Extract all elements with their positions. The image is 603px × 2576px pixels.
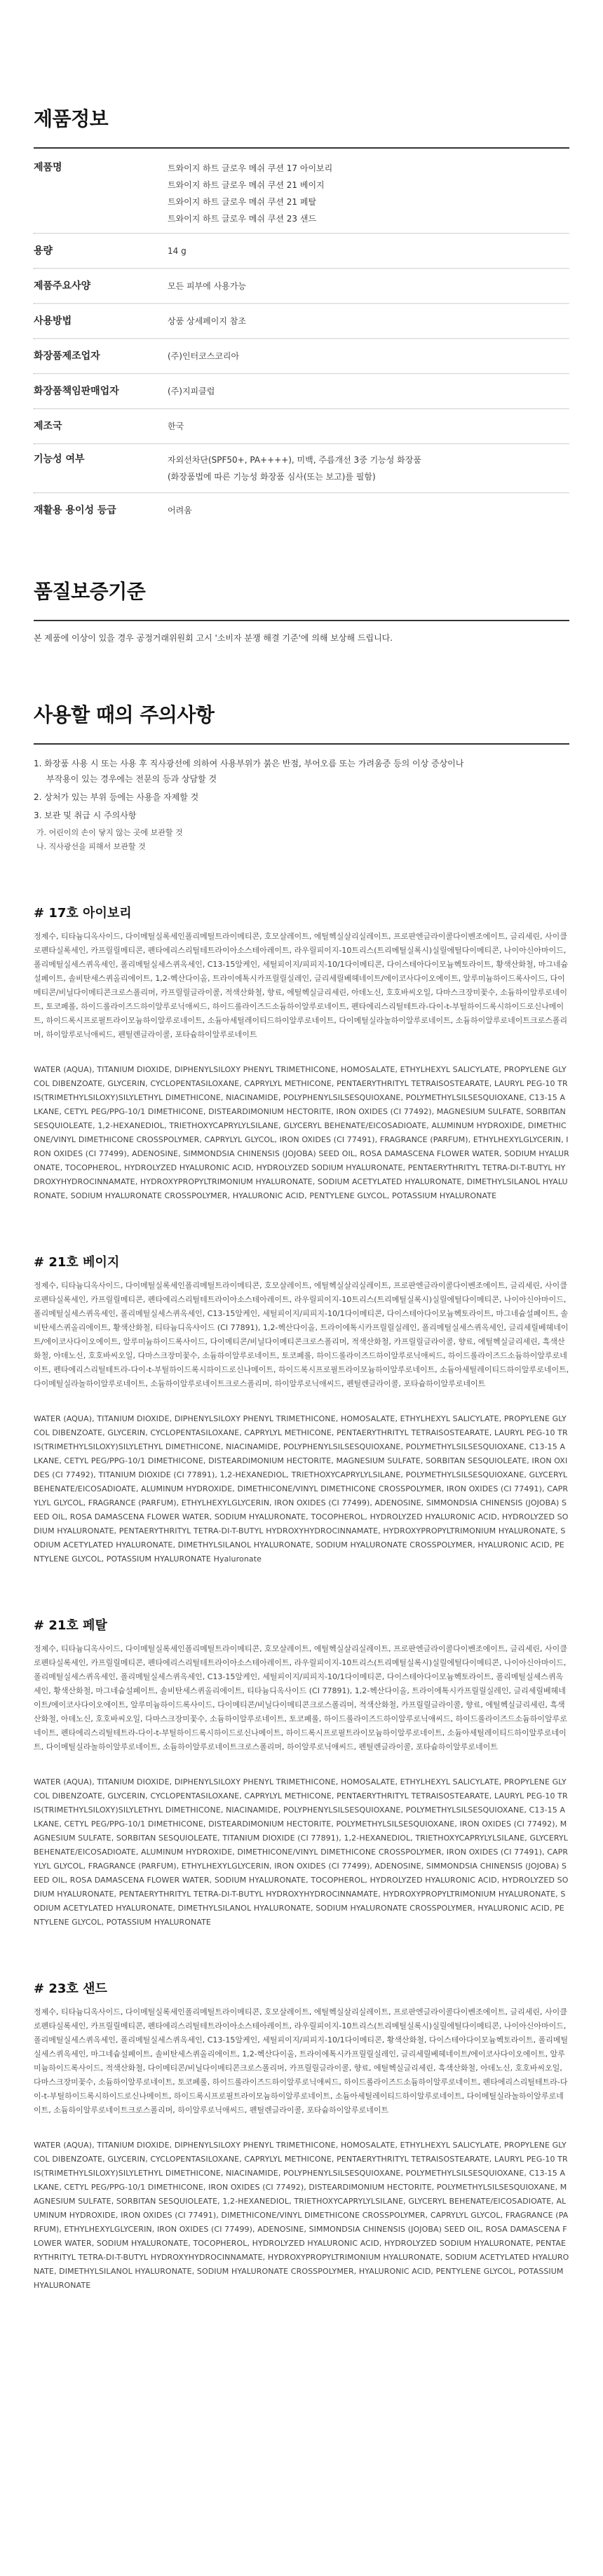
info-row-usage: [34, 304, 569, 338]
ingredients-en: WATER (AQUA), TITANIUM DIOXIDE, DIPHENYLSILOXY PHENYL TRIMETHICONE, HOMOSALATE, ETHYLHEXYL SALICYLATE, PROPYLENE GLYCOL DIBENZOATE, GLYCERIN, CYCLOPENTASILOXANE, CAPRYLYL METHICONE, PENTAERYTHRITYL TETRAISOSTEARATE, LAURYL PEG-10 TRIS(TRIMETHYLSILOXY)SILYLETHYL DIMETHICONE, NIACINAMIDE, POLYPHENYLSILSESQUIOXANE, POLYMETHYLSILSESQUIOXANE, C13-15 ALKANE, CETYL PEG/PPG-10/1 DIMETHICONE, IRON OXIDES (CI 77492), DISTEARDIMONIUM HECTORITE, POLYMETHYLSILSESQUIOXANE, MAGNESIUM SULFATE, SORBITAN SESQUIOLEATE, 1,2-HEXANEDIOL, TRIETHOXYCAPRYLYLSILANE, GLYCERYL BEHENATE/EICOSADIOATE, ALUMINUM HYDROXIDE, IRON OXIDES (CI 77491), DIMETHICONE/VINYL DIMETHICONE CROSSPOLYMER, CAPRYLYL GLYCOL, FRAGRANCE (PARFUM), ETHYLHEXYLGLYCERIN, IRON OXIDES (CI 77499), ADENOSINE, SIMMONDSIA CHINENSIS (JOJOBA) SEED OIL, ROSA DAMASCENA FLOWER WATER, SODIUM HYALURONATE, TOCOPHEROL, HYDROLYZED HYALURONIC ACID, HYDROLYZED SODIUM HYALURONATE, PENTAERYTHRITYL TETRA-DI-T-BUTYL HYDROXYHYDROCINNAMATE, HYDROXYPROPYLTRIMONIUM HYALURONATE, SODIUM ACETYLATED HYALURONATE, DIMETHYLSILANOL HYALURONATE, SODIUM HYALURONATE CROSSPOLYMER, HYALURONIC ACID, PENTYLENE GLYCOL, POTASSIUM HYALURONATE: [34, 2141, 569, 2290]
info-label: 재활용 용이성 등급: [34, 505, 116, 516]
shade-title: # 17호 아이보리: [34, 906, 132, 921]
quality-title: 품질보증기준: [34, 580, 146, 603]
ingredients-en: WATER (AQUA), TITANIUM DIOXIDE, DIPHENYLSILOXY PHENYL TRIMETHICONE, HOMOSALATE, ETHYLHEXYL SALICYLATE, PROPYLENE GLYCOL DIBENZOATE, GLYCERIN, CYCLOPENTASILOXANE, CAPRYLYL METHICONE, PENTAERYTHRITYL TETRAISOSTEARATE, LAURYL PEG-10 TRIS(TRIMETHYLSILOXY)SILYLETHYL DIMETHICONE, NIACINAMIDE, POLYPHENYLSILSESQUIOXANE, POLYMETHYLSILSESQUIOXANE, C13-15 ALKANE, CETYL PEG/PPG-10/1 DIMETHICONE, DISTEARDIMONIUM HECTORITE, POLYMETHYLSILSESQUIOXANE, IRON OXIDES (CI 77492), MAGNESIUM SULFATE, SORBITAN SESQUIOLEATE, TITANIUM DIOXIDE (CI 77891), 1,2-HEXANEDIOL, TRIETHOXYCAPRYLYLSILANE, GLYCERYL BEHENATE/EICOSADIOATE, ALUMINUM HYDROXIDE, DIMETHICONE/VINYL DIMETHICONE CROSSPOLYMER, IRON OXIDES (CI 77491), CAPRYLYL GLYCOL, FRAGRANCE (PARFUM), ETHYLHEXYLGLYCERIN, IRON OXIDES (CI 77499), ADENOSINE, SIMMONDSIA CHINENSIS (JOJOBA) SEED OIL, ROSA DAMASCENA FLOWER WATER, SODIUM HYALURONATE, TOCOPHEROL, HYDROLYZED HYALURONIC ACID, HYDROLYZED SODIUM HYALURONATE, PENTAERYTHRITYL TETRA-DI-T-BUTYL HYDROXYHYDROCINNAMATE, HYDROXYPROPYLTRIMONIUM HYALURONATE, SODIUM ACETYLATED HYALURONATE, DIMETHYLSILANOL HYALURONATE, SODIUM HYALURONATE CROSSPOLYMER, HYALURONIC ACID, PENTYLENE GLYCOL, POTASSIUM HYALURONATE: [34, 1777, 569, 1927]
ingredients-ko: 정제수, 티타늄디옥사이드, 다이메틸실록세인폴리메틸트라이메티콘, 호모살레이트, 에틸헥실살리실레이트, 프로판엔글라이콜다이벤조에이트, 글리세린, 사이클로펜타실록세인, 카프릴릴메티콘, 펜타에리스리틸테트라이아소스테아레이트, 라우릴피이지-10트리스(트리메틸실록시)실릴에틸다이메티콘, 나이아신아마이드, 폴리메틸실세스퀴옥세인, 폴리메틸실세스퀴옥세인, C13-15알케인, 세틸피이지/피피지-10/1다이메티콘, 황색산화철, 다이스테아다이모늄헥토라이트, 폴리메틸실세스퀴옥세인, 마그네슘설페이트, 솔비탄세스퀴올리에이트, 1,2-헥산다이올, 트라이에톡시카프릴릴실레인, 글리세릴베헤네이트/에이코사다이오에이트, 알루미늄하이드록사이드, 적색산화철, 다이메티콘/비닐다이메티콘크로스폴리머, 카프릴릴글라이콜, 향료, 에틸헥실글리세린, 흑색산화철, 아데노신, 호호바씨오일, 다마스크장미꽃수, 소듐하이알루로네이트, 토코페롤, 하이드롤라이즈드하이알루로닉애씨드, 하이드롤라이즈드소듐하이알루로네이트, 펜타에리스리틸테트라-다이-t-부틸하이드록시하이드로신나메이트, 하이드록시프로필트라이모늄하이알루로네이트, 소듐아세틸레이티드하이알루로네이트, 다이메틸실라놀하이알루로네이트, 소듐하이알루로네이트크로스폴리머, 하이알루로닉애씨드, 펜틸렌글라이콜, 포타슘하이알루로네이트: [34, 2007, 569, 2115]
info-value-line: 트와이지 하트 글로우 메쉬 쿠션 21 베이지: [168, 180, 325, 190]
info-label: 제품주요사양: [34, 280, 91, 292]
info-value-line: 트와이지 하트 글로우 메쉬 쿠션 17 아이보리: [168, 163, 333, 173]
caution-sub-item: 가. 어린이의 손이 닿지 않는 곳에 보관할 것: [36, 828, 183, 837]
info-row-spec: [34, 269, 569, 303]
ingredients-ko: 정제수, 티타늄디옥사이드, 다이메틸실록세인폴리메틸트라이메티콘, 호모살레이트, 에틸헥실살리실레이트, 프로판엔글라이콜다이벤조에이트, 글리세린, 사이클로펜타실록세인, 카프릴릴메티콘, 펜타에리스리틸테트라이아소스테아레이트, 라우릴피이지-10트리스(트리메틸실록시)실릴에틸다이메티콘, 나이아신아마이드, 폴리메틸실세스퀴옥세인, 폴리메틸실세스퀴옥세인, C13-15알케인, 세틸피이지/피피지-10/1다이메티콘, 다이스테아다이모늄헥토라이트, 황색산화철, 마그네슘설페이트, 솔비탄세스퀴올리에이트, 1,2-헥산다이올, 트라이에톡시카프릴릴실레인, 글리세릴베헤네이트/에이코사다이오에이트, 알루미늄하이드록사이드, 다이메티콘/비닐다이메티콘크로스폴리머, 카프릴릴글라이콜, 적색산화철, 향료, 에틸헥실글리세린, 아데노신, 호호바씨오일, 다마스크장미꽃수, 소듐하이알루로네이트, 토코페롤, 하이드롤라이즈드하이알루로닉애씨드, 하이드롤라이즈드소듐하이알루로네이트, 펜타에리스리틸테트라-다이-t-부틸하이드록시하이드로신나메이트, 하이드록시프로필트라이모늄하이알루로네이트, 소듐아세틸레이티드하이알루로네이트, 다이메틸실라놀하이알루로네이트, 소듐하이알루로네이트크로스폴리머, 하이알루로닉애씨드, 펜틸렌글라이콜, 포타슘하이알루로네이트: [34, 932, 569, 1039]
info-row-recycle: [34, 494, 569, 527]
info-row-seller: [34, 374, 569, 408]
caution-item: 2. 상처가 있는 부위 등에는 사용을 자제할 것: [34, 792, 199, 802]
shade-title: # 23호 샌드: [34, 1981, 107, 1996]
ingredients-en: WATER (AQUA), TITANIUM DIOXIDE, DIPHENYLSILOXY PHENYL TRIMETHICONE, HOMOSALATE, ETHYLHEXYL SALICYLATE, PROPYLENE GLYCOL DIBENZOATE, GLYCERIN, CYCLOPENTASILOXANE, CAPRYLYL METHICONE, PENTAERYTHRITYL TETRAISOSTEARATE, LAURYL PEG-10 TRIS(TRIMETHYLSILOXY)SILYLETHYL DIMETHICONE, NIACINAMIDE, POLYPHENYLSILSESQUIOXANE, POLYMETHYLSILSESQUIOXANE, C13-15 ALKANE, CETYL PEG/PPG-10/1 DIMETHICONE, DISTEARDIMONIUM HECTORITE, MAGNESIUM SULFATE, SORBITAN SESQUIOLEATE, IRON OXIDES (CI 77492), TITANIUM DIOXIDE (CI 77891), 1,2-HEXANEDIOL, TRIETHOXYCAPRYLYLSILANE, POLYMETHYLSILSESQUIOXANE, GLYCERYL BEHENATE/EICOSADIOATE, ALUMINUM HYDROXIDE, DIMETHICONE/VINYL DIMETHICONE CROSSPOLYMER, IRON OXIDES (CI 77491), CAPRYLYL GLYCOL, FRAGRANCE (PARFUM), ETHYLHEXYLGLYCERIN, IRON OXIDES (CI 77499), ADENOSINE, SIMMONDSIA CHINENSIS (JOJOBA) SEED OIL, ROSA DAMASCENA FLOWER WATER, SODIUM HYALURONATE, TOCOPHEROL, HYDROLYZED HYALURONIC ACID, HYDROLYZED SODIUM HYALURONATE, PENTAERYTHRITYL TETRA-DI-T-BUTYL HYDROXYHYDROCINNAMATE, HYDROXYPROPYLTRIMONIUM HYALURONATE, SODIUM ACETYLATED HYALURONATE, DIMETHYLSILANOL HYALURONATE, SODIUM HYALURONATE CROSSPOLYMER, HYALURONIC ACID, PENTYLENE GLYCOL, POTASSIUM HYALURONATE Hyaluronate: [34, 1414, 569, 1564]
caution-title: 사용할 때의 주의사항: [34, 703, 215, 726]
caution-item: 3. 보관 및 취급 시 주의사항: [34, 811, 137, 820]
caution-list: [34, 756, 569, 823]
info-row-functional: [34, 445, 569, 492]
ingredients-ko: 정제수, 티타늄디옥사이드, 다이메틸실록세인폴리메틸트라이메티콘, 호모살레이트, 에틸헥실살리실레이트, 프로판엔글라이콜다이벤조에이트, 글리세린, 사이클로펜타실록세인, 카프릴릴메티콘, 펜타에리스리틸테트라이아소스테아레이트, 라우릴피이지-10트리스(트리메틸실록시)실릴에틸다이메티콘, 나이아신아마이드, 폴리메틸실세스퀴옥세인, 폴리메틸실세스퀴옥세인, C13-15알케인, 세틸피이지/피피지-10/1다이메티콘, 다이스테아다이모늄헥토라이트, 마그네슘설페이트, 솔비탄세스퀴올리에이트, 황색산화철, 티타늄디옥사이드 (CI 77891), 1,2-헥산다이올, 트라이에톡시카프릴릴실레인, 폴리메틸실세스퀴옥세인, 글리세릴베헤네이트/에이코사다이오에이트, 알루미늄하이드록사이드, 다이메티콘/비닐다이메티콘크로스폴리머, 적색산화철, 카프릴릴글라이콜, 향료, 에틸헥실글리세린, 흑색산화철, 아데노신, 호호바씨오일, 다마스크장미꽃수, 소듐하이알루로네이트, 토코페롤, 하이드롤라이즈드하이알루로닉애씨드, 하이드롤라이즈드소듐하이알루로네이트, 펜타에리스리틸테트라-다이-t-부틸하이드록시하이드로신나메이트, 하이드록시프로필트라이모늄하이알루로네이트, 소듐아세틸레이티드하이알루로네이트, 다이메틸실라놀하이알루로네이트, 소듐하이알루로네이트크로스폴리머, 하이알루로닉애씨드, 펜틸렌글라이콜, 포타슘하이알루로네이트: [34, 1281, 569, 1388]
info-label: 화장품책임판매업자: [34, 386, 119, 397]
info-value: 상품 상세페이지 참조: [168, 316, 246, 326]
info-label: 화장품제조업자: [34, 351, 100, 362]
info-value-line: 자외선차단(SPF50+, PA++++), 미백, 주름개선 3중 기능성 화장품: [168, 455, 421, 465]
info-row-manufacturer: [34, 339, 569, 373]
shade-title: # 21호 베이지: [34, 1255, 120, 1270]
quality-text: 본 제품에 이상이 있을 경우 공정거래위원회 고시 '소비자 분쟁 해결 기준'에 의해 보상해 드립니다.: [34, 633, 393, 643]
shade-title: # 21호 페탈: [34, 1618, 107, 1633]
product-info-table: [34, 149, 569, 527]
info-value-line: (화장품법에 따른 기능성 화장품 심사(또는 보고)를 필함): [168, 472, 376, 482]
info-value: 모든 피부에 사용가능: [168, 281, 246, 291]
info-value: (주)인터코스코리아: [168, 351, 240, 361]
product-info-title: 제품정보: [34, 107, 109, 130]
info-value: 어려움: [168, 506, 192, 515]
info-value: (주)지피클럽: [168, 386, 215, 396]
info-value: 14 g: [168, 246, 187, 256]
info-row-capacity: [34, 234, 569, 268]
info-value: [168, 452, 421, 485]
caution-item: 부작용이 있는 경우에는 전문의 등과 상담할 것: [46, 774, 217, 784]
info-label: 용량: [34, 245, 53, 257]
info-value-line: 트와이지 하트 글로우 메쉬 쿠션 23 샌드: [168, 214, 317, 224]
caution-item: 1. 화장품 사용 시 또는 사용 후 직사광선에 의하여 사용부위가 붉은 반점, 부어오름 또는 가려움증 등의 이상 증상이나: [34, 759, 464, 768]
caution-sub-item: 나. 직사광선을 피해서 보관할 것: [36, 842, 146, 851]
info-row-product-name: [34, 153, 569, 233]
info-label: 제조국: [34, 421, 62, 432]
info-value: [168, 160, 332, 227]
info-value-line: 트와이지 하트 글로우 메쉬 쿠션 21 페탈: [168, 197, 317, 207]
info-label: 기능성 여부: [34, 454, 85, 465]
info-label: 사용방법: [34, 316, 72, 327]
ingredients-en: WATER (AQUA), TITANIUM DIOXIDE, DIPHENYLSILOXY PHENYL TRIMETHICONE, HOMOSALATE, ETHYLHEXYL SALICYLATE, PROPYLENE GLYCOL DIBENZOATE, GLYCERIN, CYCLOPENTASILOXANE, CAPRYLYL METHICONE, PENTAERYTHRITYL TETRAISOSTEARATE, LAURYL PEG-10 TRIS(TRIMETHYLSILOXY)SILYLETHYL DIMETHICONE, NIACINAMIDE, POLYPHENYLSILSESQUIOXANE, POLYMETHYLSILSESQUIOXANE, C13-15 ALKANE, CETYL PEG/PPG-10/1 DIMETHICONE, DISTEARDIMONIUM HECTORITE, IRON OXIDES (CI 77492), MAGNESIUM SULFATE, SORBITAN SESQUIOLEATE, 1,2-HEXANEDIOL, TRIETHOXYCAPRYLYLSILANE, GLYCERYL BEHENATE/EICOSADIOATE, ALUMINUM HYDROXIDE, DIMETHICONE/VINYL DIMETHICONE CROSSPOLYMER, CAPRYLYL GLYCOL, IRON OXIDES (CI 77491), FRAGRANCE (PARFUM), ETHYLHEXYLGLYCERIN, IRON OXIDES (CI 77499), ADENOSINE, SIMMONDSIA CHINENSIS (JOJOBA) SEED OIL, ROSA DAMASCENA FLOWER WATER, SODIUM HYALURONATE, TOCOPHEROL, HYDROLYZED HYALURONIC ACID, HYDROLYZED SODIUM HYALURONATE, PENTAERYTHRITYL TETRA-DI-T-BUTYL HYDROXYHYDROCINNAMATE, HYDROXYPROPYLTRIMONIUM HYALURONATE, SODIUM ACETYLATED HYALURONATE, DIMETHYLSILANOL HYALURONATE, SODIUM HYALURONATE CROSSPOLYMER, HYALURONIC ACID, PENTYLENE GLYCOL, POTASSIUM HYALURONATE: [34, 1065, 569, 1200]
info-row-country: [34, 409, 569, 443]
info-label: 제품명: [34, 162, 62, 173]
info-value: 한국: [168, 421, 184, 431]
ingredients-ko: 정제수, 티타늄디옥사이드, 다이메틸실록세인폴리메틸트라이메티콘, 호모살레이트, 에틸헥실살리실레이트, 프로판엔글라이콜다이벤조에이트, 글리세린, 사이클로펜타실록세인, 카프릴릴메티콘, 펜타에리스리틸테트라이아소스테아레이트, 라우릴피이지-10트리스(트리메틸실록시)실릴에틸다이메티콘, 나이아신아마이드, 폴리메틸실세스퀴옥세인, 폴리메틸실세스퀴옥세인, C13-15알케인, 세틸피이지/피피지-10/1다이메티콘, 다이스테아다이모늄헥토라이트, 폴리메틸실세스퀴옥세인, 황색산화철, 마그네슘설페이트, 솔비탄세스퀴올리에이트, 티타늄디옥사이드 (CI 77891), 1,2-헥산다이올, 트라이에톡시카프릴릴실레인, 글리세릴베헤네이트/에이코사다이오에이트, 알루미늄하이드록사이드, 다이메티콘/비닐다이메티콘크로스폴리머, 적색산화철, 카프릴릴글라이콜, 향료, 에틸헥실글리세린, 흑색산화철, 아데노신, 호호바씨오일, 다마스크장미꽃수, 소듐하이알루로네이트, 토코페롤, 하이드롤라이즈드하이알루로닉애씨드, 하이드롤라이즈드소듐하이알루로네이트, 펜타에리스리틸테트라-다이-t-부틸하이드록시하이드로신나메이트, 하이드록시프로필트라이모늄하이알루로네이트, 소듐아세틸레이티드하이알루로네이트, 다이메틸실라놀하이알루로네이트, 소듐하이알루로네이트크로스폴리머, 하이알루로닉애씨드, 펜틸렌글라이콜, 포타슘하이알루로네이트: [34, 1644, 567, 1751]
